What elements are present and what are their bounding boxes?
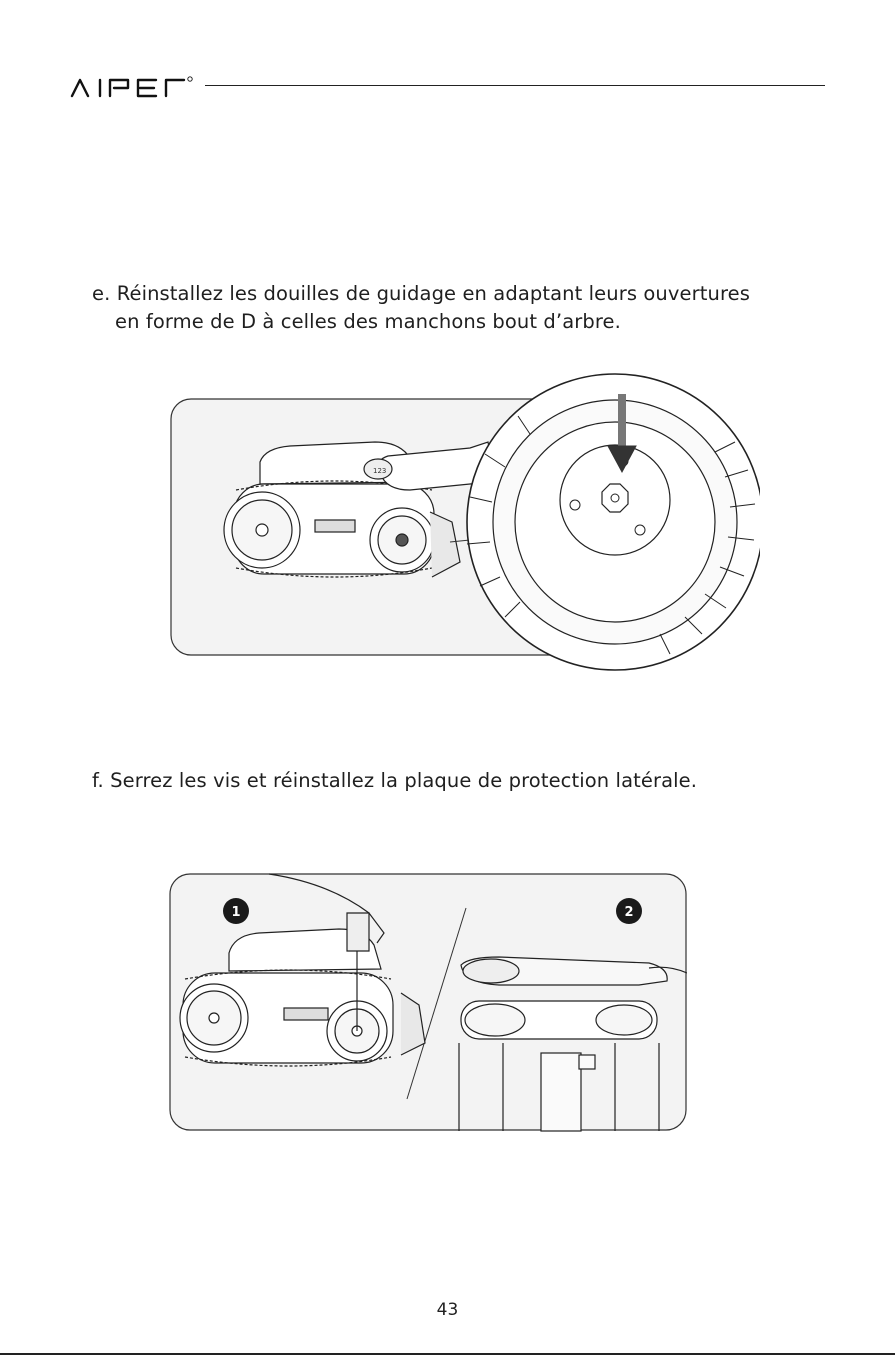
figure-side-plate	[169, 873, 687, 1133]
step-e-line-2: en forme de D à celles des manchons bout d’arbre.	[115, 310, 621, 333]
step-f-line-1: f. Serrez les vis et réinstallez la plaque de protection latérale.	[92, 769, 698, 792]
step-badge-2-label: 2	[624, 905, 634, 920]
magnified-wheel	[467, 374, 760, 670]
bushing-label: 123	[373, 467, 387, 475]
step-badge-1-label: 1	[231, 905, 241, 920]
step-f-text	[92, 767, 697, 795]
step-e-text	[92, 280, 750, 336]
aiper-logo	[70, 70, 195, 104]
figure-guide-bushing	[170, 372, 760, 677]
page-number: 43	[436, 1300, 459, 1320]
header-rule	[205, 85, 825, 86]
step-e-line-1: e. Réinstallez les douilles de guidage en adaptant leurs ouvertures	[92, 282, 750, 305]
